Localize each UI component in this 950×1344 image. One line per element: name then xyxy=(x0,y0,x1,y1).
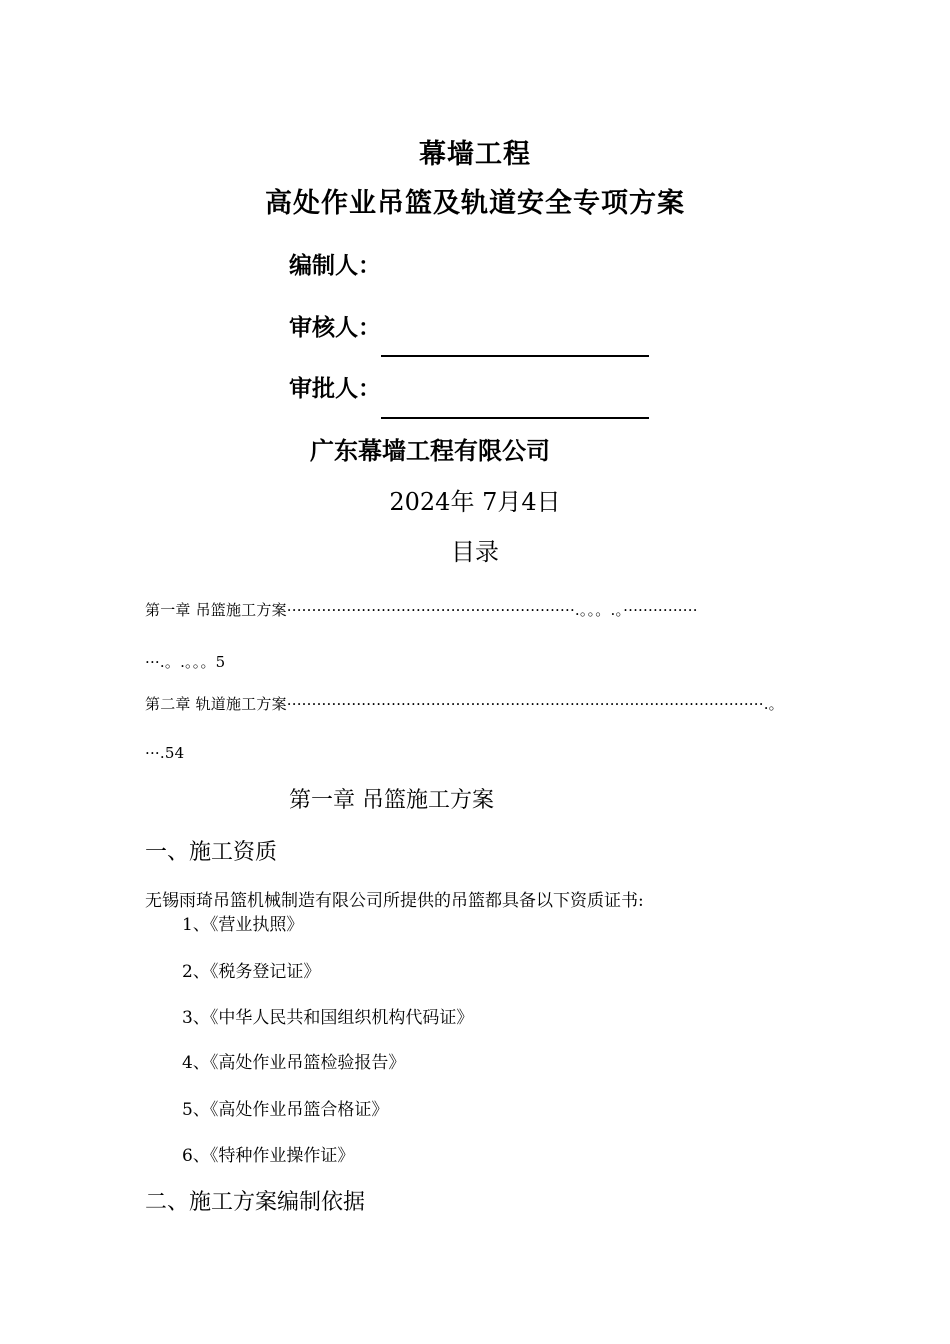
certificate-item: 1、《营业执照》 xyxy=(182,915,304,935)
chapter-title: 第一章 吊篮施工方案 xyxy=(289,788,494,813)
document-title-line2: 高处作业吊篮及轨道安全专项方案 xyxy=(265,188,685,219)
reviewer-label: 审核人： xyxy=(289,314,381,341)
toc-entry-chapter2-page[interactable]: ···.54 xyxy=(145,744,185,762)
compiler-label: 编制人： xyxy=(289,252,381,279)
toc-entry-chapter1-page[interactable]: ···.。.。。。5 xyxy=(145,653,226,671)
reviewer-signature-line xyxy=(381,355,649,357)
approver-signature-line xyxy=(381,417,649,419)
certificate-item: 5、《高处作业吊篮合格证》 xyxy=(182,1100,389,1120)
section-heading-qualification: 一、施工资质 xyxy=(145,840,278,865)
certificate-item: 6、《特种作业操作证》 xyxy=(182,1146,355,1166)
section-heading-basis: 二、施工方案编制依据 xyxy=(145,1190,366,1215)
toc-entry-chapter1[interactable]: 第一章 吊篮施工方案··························································.。。。.。··············· xyxy=(145,601,698,619)
certificate-item: 3、《中华人民共和国组织机构代码证》 xyxy=(182,1008,474,1028)
approver-label: 审批人： xyxy=(289,375,381,402)
toc-title: 目录 xyxy=(451,538,499,566)
toc-entry-chapter2[interactable]: 第二章 轨道施工方案································································································.。 xyxy=(145,695,784,713)
company-name: 广东幕墙工程有限公司 xyxy=(310,436,550,465)
document-date: 2024年 7月4日 xyxy=(389,488,561,516)
qualification-intro: 无锡雨琦吊篮机械制造有限公司所提供的吊篮都具备以下资质证书: xyxy=(145,891,644,911)
document-title-line1: 幕墙工程 xyxy=(419,139,531,170)
certificate-item: 2、《税务登记证》 xyxy=(182,962,321,982)
certificate-item: 4、《高处作业吊篮检验报告》 xyxy=(182,1053,406,1073)
